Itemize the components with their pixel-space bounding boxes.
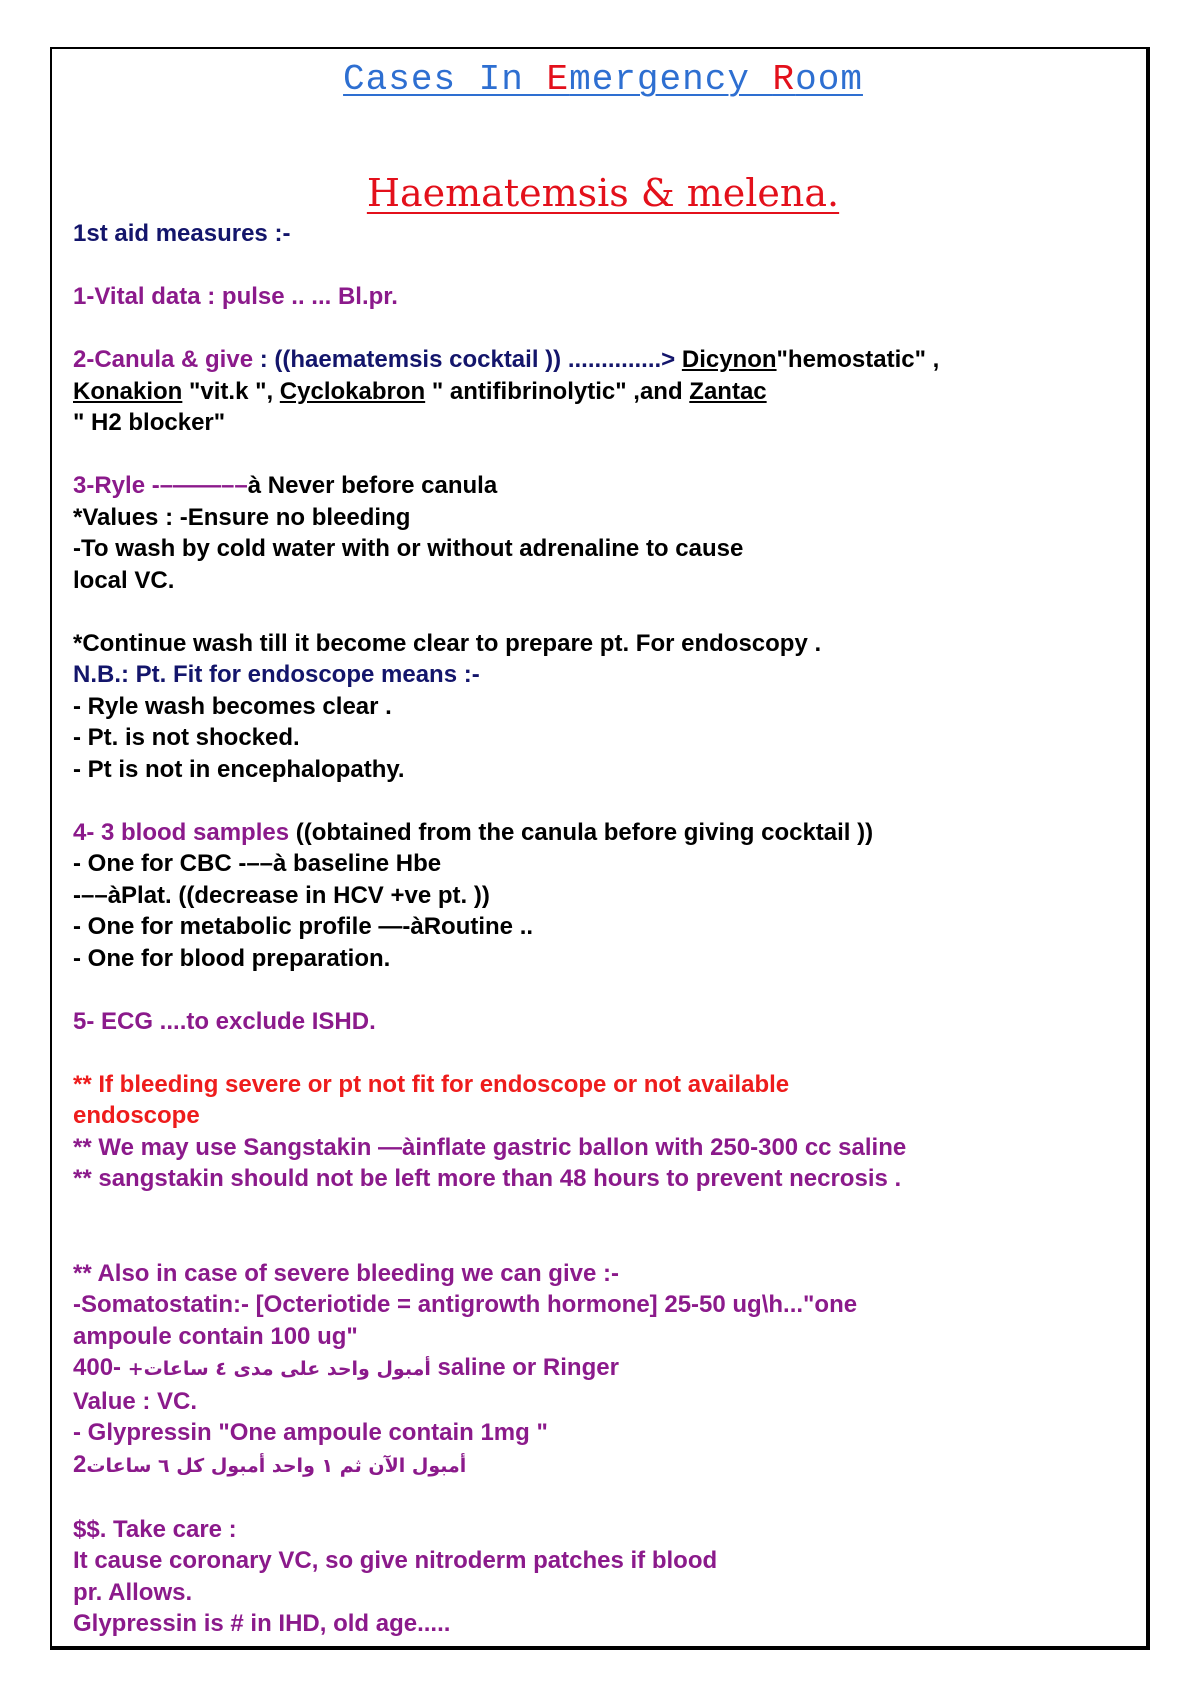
step-3-nb: N.B.: Pt. Fit for endoscope means :- <box>73 661 480 688</box>
step-3-heading <box>73 470 1133 502</box>
somatostatin-line-1: -Somatostatin:- [Octeriotide = antigrowth hormone] 25-50 ug\h..."one <box>73 1291 858 1318</box>
header-title <box>73 58 1133 102</box>
first-aid-heading: 1st aid measures :- <box>73 220 291 247</box>
step-2-prefix: 2-Canula & give <box>73 346 254 373</box>
drug-konakion: Konakion <box>73 377 183 405</box>
header-title-e: E <box>546 59 570 100</box>
step-4-prefix: 4- 3 blood samples <box>73 818 290 846</box>
sample-item: - One for CBC -––à baseline Hbe <box>73 850 442 877</box>
somatostatin-line-3 <box>73 1352 1133 1386</box>
sample-item: - One for blood preparation. <box>73 944 391 972</box>
step-1: 1-Vital data : pulse .. ... Bl.pr. <box>73 283 398 310</box>
take-care-heading: $$. Take care : <box>73 1515 237 1543</box>
take-care-line-1: It cause coronary VC, so give nitroderm patches if blood <box>73 1547 718 1574</box>
step-3-suffix: à Never before canula <box>247 472 498 499</box>
criteria-item: - Pt is not in encephalopathy. <box>73 755 405 783</box>
drug-konakion-desc: "vit.k ", <box>182 377 280 405</box>
drug-cyclokabron-desc: " antifibrinolytic" ,and <box>425 377 690 405</box>
sample-item: - One for metabolic profile —-àRoutine .. <box>73 913 534 940</box>
severe-line-1: ** If bleeding severe or pt not fit for endoscope or not available <box>73 1070 790 1098</box>
step-2-line-1 <box>73 344 1133 376</box>
somatostatin-line-2: ampoule contain 100 ug" <box>73 1322 358 1350</box>
criteria-item: - Ryle wash becomes clear . <box>73 692 392 720</box>
drug-cyclokabron: Cyclokabron <box>279 377 426 405</box>
step-3-values: *Values : -Ensure no bleeding <box>73 503 411 531</box>
severe-line-3: ** We may use Sangstakin —àinflate gastric ballon with 250-300 cc saline <box>73 1133 907 1161</box>
value-line: Value : VC. <box>73 1387 198 1415</box>
sample-item: -––àPlat. ((decrease in HCV +ve pt. )) <box>73 881 490 909</box>
step-2-text: : ((haematemsis cocktail )) ..............> <box>253 346 682 373</box>
severe-line-4: ** sangstakin should not be left more than 48 hours to prevent necrosis . <box>73 1165 902 1192</box>
criteria-item: - Pt. is not shocked. <box>73 724 300 751</box>
arabic-dose-note: أمبول واحد على مدى ٤ ساعات+ <box>127 1358 431 1380</box>
step-3-wash-1: -To wash by cold water with or without adrenaline to cause <box>73 535 744 562</box>
step-4-suffix: ((obtained from the canula before giving cocktail )) <box>289 818 874 846</box>
step-2-line-2 <box>73 376 1133 408</box>
glypressin-arabic-line <box>73 1449 1133 1483</box>
header-title-part: Cases In <box>343 59 547 100</box>
take-care-line-3: Glypressin is # in IHD, old age..... <box>73 1610 451 1637</box>
drug-dicynon-desc: "hemostatic" , <box>776 346 940 373</box>
step-4-heading <box>73 817 1133 849</box>
also-heading: ** Also in case of severe bleeding we can give :- <box>73 1259 619 1287</box>
glypressin-count: 2 <box>73 1450 87 1478</box>
step-3-wash-2: local VC. <box>73 566 175 594</box>
main-title: Haematemsis & melena. <box>366 171 840 215</box>
take-care-line-2: pr. Allows. <box>73 1578 193 1606</box>
step-3-continue: *Continue wash till it become clear to prepare pt. For endoscopy . <box>73 629 822 657</box>
header-title-part: mergency <box>569 59 773 100</box>
document-body <box>73 58 1133 1640</box>
step-5: 5- ECG ....to exclude ISHD. <box>73 1007 376 1035</box>
drug-dicynon: Dicynon <box>681 346 777 373</box>
header-title-r: R <box>772 59 796 100</box>
header-title-part: oom <box>795 59 863 100</box>
step-2-line-3: " H2 blocker" <box>73 409 226 436</box>
drug-zantac: Zantac <box>689 377 767 405</box>
severe-line-2: endoscope <box>73 1102 200 1129</box>
glypressin-line: - Glypressin "One ampoule contain 1mg " <box>73 1419 548 1446</box>
arabic-glypressin-note: أمبول الآن ثم ١ واحد أمبول كل ٦ ساعات <box>86 1454 467 1477</box>
step-3-prefix: 3-Ryle -–——–– <box>73 472 248 499</box>
saline-note: -400 saline or Ringer <box>73 1354 619 1381</box>
